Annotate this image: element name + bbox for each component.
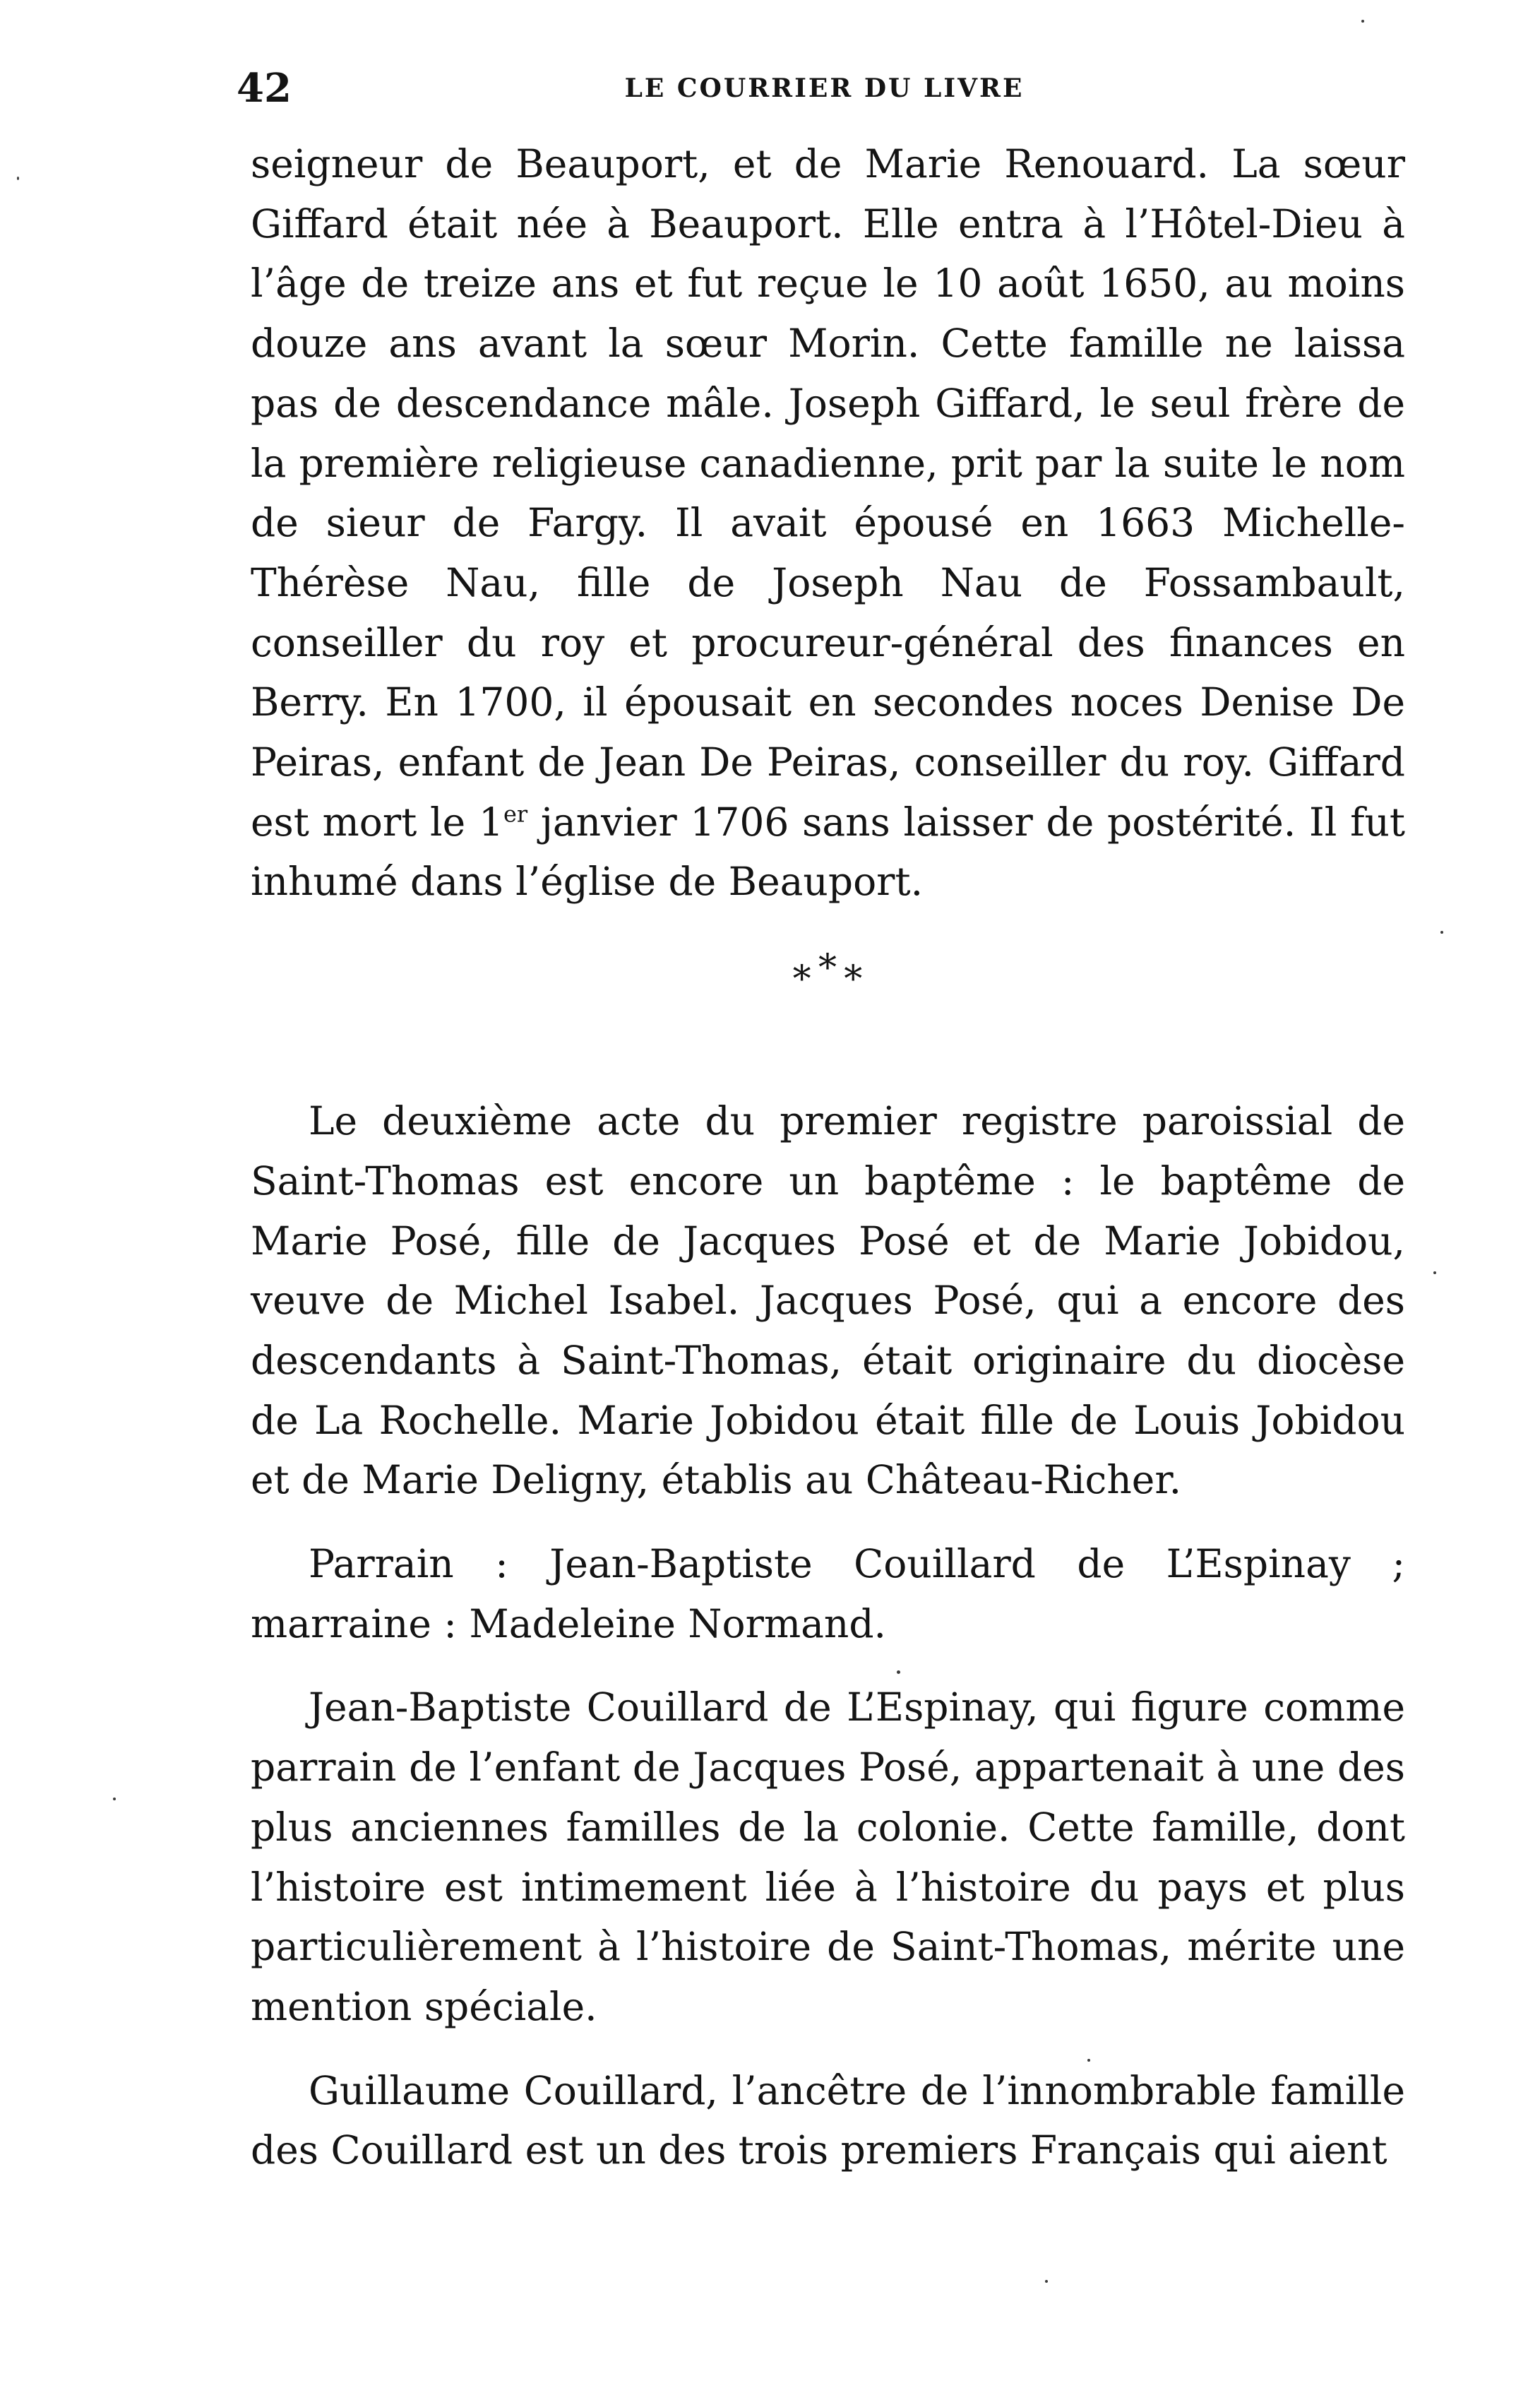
section-separator — [251, 912, 1405, 1091]
print-speck — [1361, 20, 1364, 23]
paragraph-guillaume-couillard: Guillaume Couillard, l’ancêtre de l’innombrable famille des Couillard est un des trois premiers Français qui aient — [251, 2067, 1405, 2173]
print-speck — [1045, 2280, 1048, 2283]
print-speck — [1440, 931, 1443, 934]
asterism-star-left: ∗ — [789, 951, 816, 994]
asterism-star-middle: ∗ — [815, 939, 841, 982]
paragraph-godparents: Parrain : Jean-Baptiste Couillard de L’Espinay ; marraine : Madeleine Normand. — [251, 1541, 1405, 1646]
paragraph-couillard-lespinay: Jean-Baptiste Couillard de L’Espinay, qui figure comme parrain de l’enfant de Jacques Posé, appartenait à une des plus anciennes familles de la colonie. Cette famille, dont l’histoire est intimement liée à l’histoire du pays et plus particulièrement à l’histoire de Saint-Thomas, mérite une mention spéciale. — [251, 1685, 1405, 2029]
paragraph-second-act: Le deuxième acte du premier registre paroissial de Saint-Thomas est encore un baptême : le baptême de Marie Posé, fille de Jacques Posé et de Marie Jobidou, veuve de Michel Isabel. Jacques Posé, qui a encore des descendants à Saint-Thomas, était originaire du diocèse de La Rochelle. Marie Jobidou était fille de Louis Jobidou et de Marie Deligny, établis au Château-Richer. — [251, 1098, 1405, 1503]
asterism-star-right: ∗ — [840, 951, 867, 994]
print-speck — [897, 1670, 900, 1674]
page-number: 42 — [237, 65, 292, 112]
page-body — [251, 134, 1405, 2180]
page-header — [237, 60, 1412, 117]
paragraph-giffard-text-a: seigneur de Beauport, et de Marie Renouard. La sœur Giffard était née à Beauport. Elle entra à l’Hôtel-Dieu à l’âge de treize ans et fut reçue le 10 août 1650, au moins douze ans avant la sœur Morin. Cette famille ne laissa pas de descendance mâle. Joseph Giffard, le seul frère de la première religieuse canadienne, prit par la suite le nom de sieur de Fargy. Il avait épousé en 1663 Michelle-Thérèse Nau, fille de Joseph Nau de Fossambault, conseiller du roy et procureur-général des finances en Berry. En 1700, il épousait en secondes noces Denise De Peiras, enfant de Jean De Peiras, conseiller du roy. Giffard est mort le 1 — [251, 141, 1405, 845]
paragraph-giffard-text-b: janvier 1706 sans laisser de postérité. Il fut inhumé dans l’église de Beauport. — [251, 799, 1405, 905]
print-speck — [1433, 1271, 1436, 1274]
paragraph-giffard — [251, 134, 1405, 912]
print-speck — [113, 1798, 116, 1800]
print-speck — [17, 177, 19, 180]
print-speck — [1087, 2059, 1090, 2062]
running-title: LE COURRIER DU LIVRE — [624, 73, 1025, 103]
asterism-ornament — [789, 939, 867, 994]
ordinal-superscript: er — [503, 800, 528, 828]
